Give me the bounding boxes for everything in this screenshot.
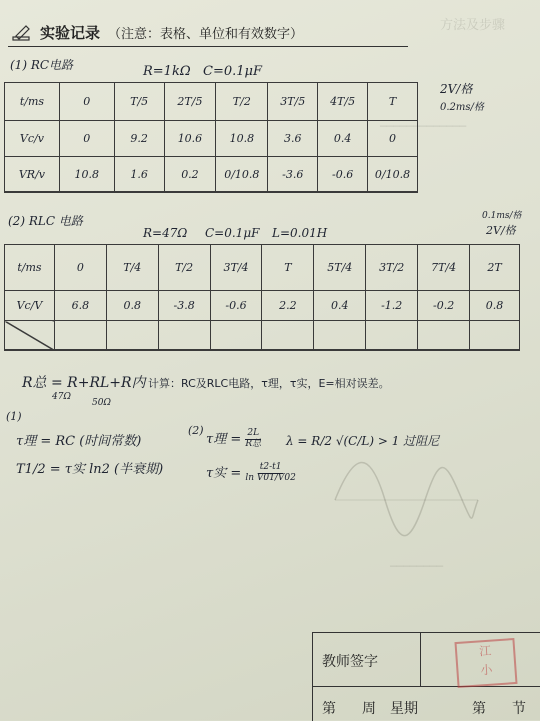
signature-divider (420, 632, 421, 686)
table2-empty-cell (418, 321, 470, 351)
table2-row-label: Vc/V (5, 291, 55, 321)
table2-empty-cell (262, 321, 314, 351)
tau-exp-formula (206, 462, 296, 484)
section1-param-r: R=1kΩ (143, 64, 191, 79)
table2-cell: -3.8 (158, 291, 210, 321)
teacher-signature-label: 教师签字 (322, 654, 378, 670)
table1-cell: 9.2 (114, 121, 164, 157)
table2-cell: -0.6 (210, 291, 262, 321)
bleed-through-text: 方法及步骤 (440, 18, 506, 33)
record-title: 实验记录 (40, 24, 101, 42)
table1-row-label: Vc/v (5, 121, 60, 157)
table1-cell: 0 (368, 121, 418, 157)
record-note: （注意：表格、单位和有效数字） (108, 27, 304, 42)
section2-note-time: 0.1ms/格 (482, 211, 522, 221)
calc-note: 计算：RC及RLC电路，τ理，τ实，E=相对误差。 (148, 377, 390, 390)
table1-col-header: 3T/5 (268, 83, 318, 121)
part2-label: (2) (188, 424, 204, 437)
table2-empty-cell (54, 321, 106, 351)
tau-exp-numerator: t2-t1 (259, 462, 282, 473)
header-rule (8, 46, 408, 47)
stamp-char: 小 (479, 662, 493, 678)
tau-rlc-lhs: τ理 = (206, 432, 242, 447)
tau-rlc-formula (206, 428, 261, 450)
half-life-formula: T1/2 = τ实 ln2 (半衰期) (16, 462, 164, 477)
tau-rlc-denominator: R总 (245, 439, 262, 449)
formula-sub-50: 50Ω (92, 398, 111, 408)
table2-cell: 6.8 (54, 291, 106, 321)
section1-note-time: 0.2ms/格 (440, 102, 484, 113)
table2-col-header: 2T (470, 245, 520, 291)
table1-col-header: t/ms (5, 83, 60, 121)
table1-col-header: 4T/5 (318, 83, 368, 121)
table1-cell: 0.2 (164, 157, 216, 193)
table2-col-header: 3T/4 (210, 245, 262, 291)
table2-col-header: t/ms (5, 245, 55, 291)
schedule-period-suffix: 节 (512, 701, 526, 717)
table2-cell: -1.2 (366, 291, 418, 321)
table2-empty-cell (158, 321, 210, 351)
table2-col-header: 3T/2 (366, 245, 418, 291)
table1-cell: 0/10.8 (216, 157, 268, 193)
table1-cell: 10.6 (164, 121, 216, 157)
table1-cell: -3.6 (268, 157, 318, 193)
table2-cell: 0.8 (106, 291, 158, 321)
tau-rlc-fraction (245, 429, 261, 450)
section2-note-volt: 2V/格 (486, 224, 516, 237)
pen-icon (12, 24, 32, 42)
stamp-char: 江 (478, 643, 492, 659)
schedule-weekday: 星期 (390, 701, 418, 717)
table1-cell: -0.6 (318, 157, 368, 193)
section2-param-r: R=47Ω (143, 226, 188, 240)
section2-param-l: L=0.01H (272, 226, 328, 240)
table2-empty-row (5, 321, 520, 351)
table2-col-header: T/2 (158, 245, 210, 291)
table2-cell: 0.8 (470, 291, 520, 321)
bleed-through-waveform (330, 440, 480, 550)
table2-cell: -0.2 (418, 291, 470, 321)
table1-header-row (5, 83, 418, 121)
record-header (12, 22, 303, 43)
table2-col-header: T/4 (106, 245, 158, 291)
table1-cell: 1.6 (114, 157, 164, 193)
bleed-through-text: ───────────── (380, 120, 467, 133)
formula-sub-47: 47Ω (52, 392, 71, 402)
table1-row-vc (5, 121, 418, 157)
tau-rlc-numerator: 2L (247, 428, 260, 439)
table2-col-header: 0 (54, 245, 106, 291)
table1-row-vr (5, 157, 418, 193)
lambda-formula: λ = R/2 √(C/L) > 1 过阻尼 (286, 434, 440, 448)
table1-cell: 10.8 (216, 121, 268, 157)
table2-header-row (5, 245, 520, 291)
table1-cell: 0/10.8 (368, 157, 418, 193)
table1-col-header: T (368, 83, 418, 121)
table1 (4, 82, 418, 193)
tau-exp-fraction (245, 463, 295, 484)
table2-col-header: 5T/4 (314, 245, 366, 291)
tau-exp-lhs: τ实 = (206, 466, 242, 481)
section2-label: (2) RLC 电路 (8, 214, 83, 228)
table1-cell: 0 (59, 121, 114, 157)
table2-empty-cell (5, 321, 55, 351)
formula-total-resistance: R总 = R+RL+R内 (22, 375, 146, 391)
section2-param-c: C=0.1μF (205, 226, 260, 240)
section1-param-c: C=0.1μF (203, 64, 262, 79)
table1-col-header: 0 (59, 83, 114, 121)
teacher-stamp (454, 638, 517, 688)
table1-row-label: VR/v (5, 157, 60, 193)
table2 (4, 244, 520, 351)
schedule-week-suffix: 周 (362, 701, 376, 717)
section1-label: (1) RC电路 (10, 58, 74, 72)
table2-col-header: 7T/4 (418, 245, 470, 291)
table1-col-header: T/5 (114, 83, 164, 121)
table1-cell: 10.8 (59, 157, 114, 193)
table2-empty-cell (210, 321, 262, 351)
table2-row-vc (5, 291, 520, 321)
bleed-through-text: ──────── (390, 560, 443, 573)
table2-cell: 2.2 (262, 291, 314, 321)
schedule-week-prefix: 第 (322, 701, 336, 717)
section1-note-volt: 2V/格 (440, 82, 473, 96)
table1-cell: 0.4 (318, 121, 368, 157)
table2-empty-cell (470, 321, 520, 351)
table1-col-header: 2T/5 (164, 83, 216, 121)
part1-label: (1) (6, 410, 22, 423)
table2-empty-cell (314, 321, 366, 351)
table1-cell: 3.6 (268, 121, 318, 157)
table2-empty-cell (106, 321, 158, 351)
table2-cell: 0.4 (314, 291, 366, 321)
table1-col-header: T/2 (216, 83, 268, 121)
tau-exp-denominator: ln V01/V02 (245, 473, 296, 483)
table2-empty-cell (366, 321, 418, 351)
table2-col-header: T (262, 245, 314, 291)
schedule-period-prefix: 第 (472, 701, 486, 717)
tau-rc-formula: τ理 = RC (时间常数) (16, 434, 142, 449)
